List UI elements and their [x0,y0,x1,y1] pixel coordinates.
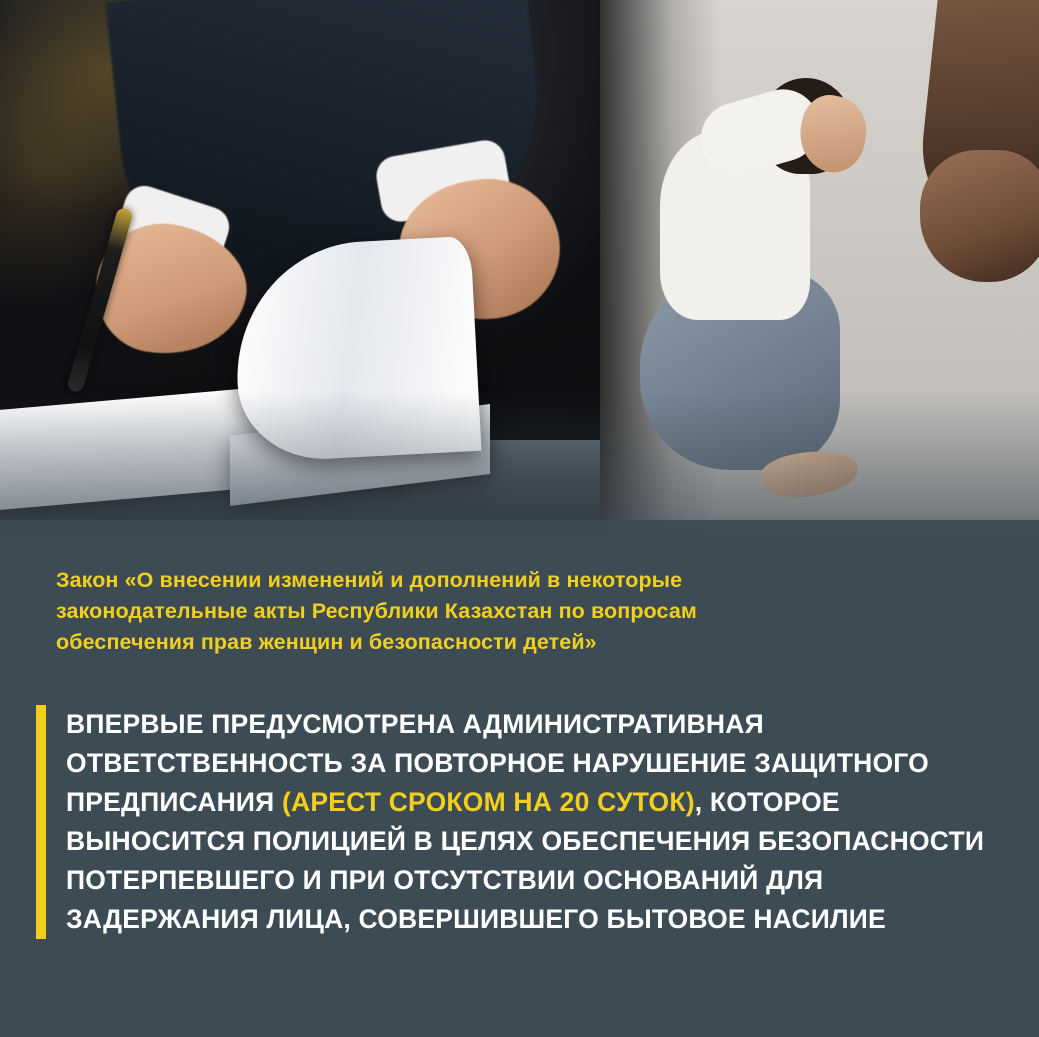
headline-part-2: , КОТОРОЕ ВЫНОСИТСЯ ПОЛИЦИЕЙ В ЦЕЛЯХ ОБЕСПЕЧЕНИЯ БЕЗОПАСНОСТИ ПОТЕРПЕВШЕГО И ПРИ ОТСУТСТВИИ ОСНОВАНИЙ ДЛЯ ЗАДЕРЖАНИЯ ЛИЦА, СОВЕРШИВШЕГО БЫТОВОЕ НАСИЛИЕ [66,787,985,934]
headline-block [36,705,996,939]
headline-text [66,705,996,939]
text-panel [0,520,1039,1037]
accent-bar [36,705,46,939]
photo-document-signing-scene [0,0,600,560]
headline-part-1: ВПЕРВЫЕ ПРЕДУСМОТРЕНА АДМИНИСТРАТИВНАЯ ОТВЕТСТВЕННОСТЬ ЗА ПОВТОРНОЕ НАРУШЕНИЕ ЗАЩИТНОГО ПРЕДПИСАНИЯ [66,709,929,817]
headline-highlight: (АРЕСТ СРОКОМ НА 20 СУТОК) [281,787,695,817]
attacker-fist-shape [920,150,1039,282]
law-title: Закон «О внесении изменений и дополнений в некоторые законодательные акты Республики Казахстан по вопросам обеспечения прав женщин и безопасности детей» [56,568,697,654]
